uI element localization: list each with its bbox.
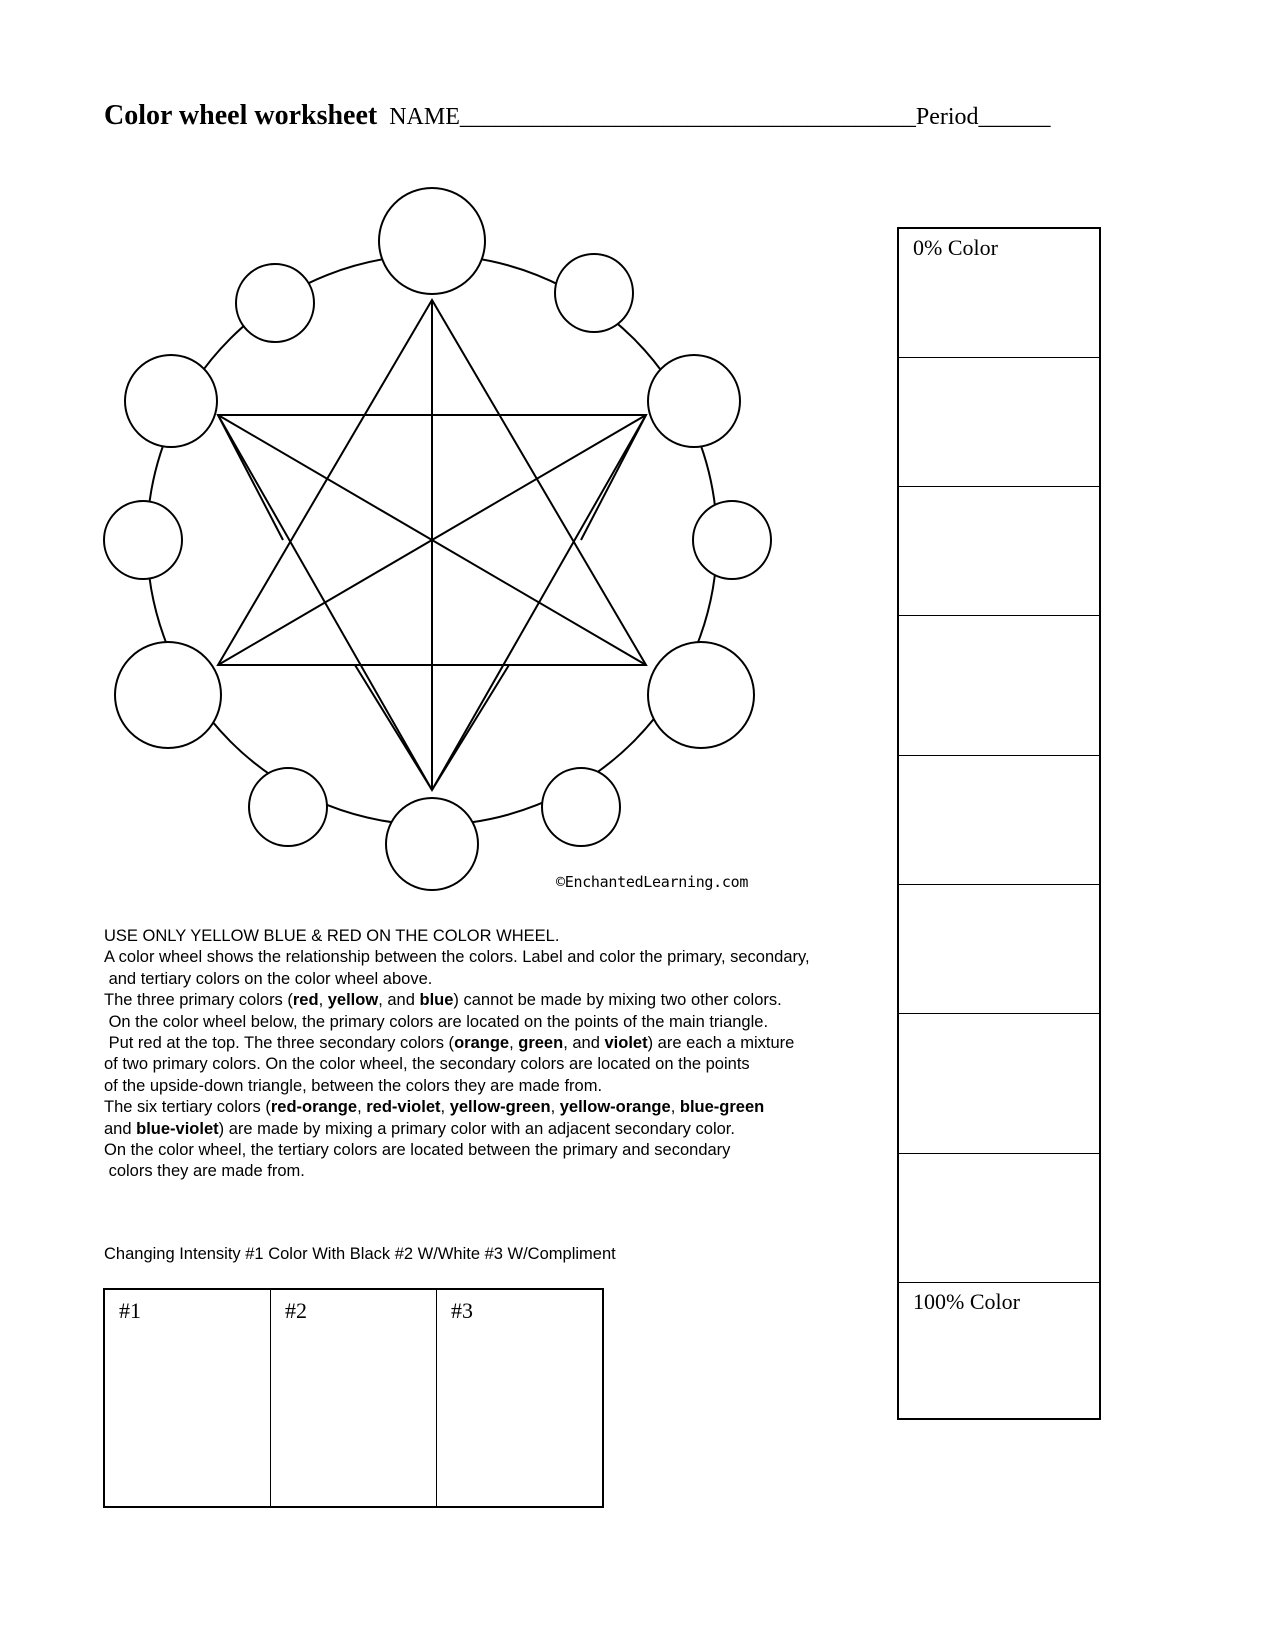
wheel-circle [236,264,314,342]
box-label: #1 [119,1298,141,1323]
wheel-circle [693,501,771,579]
intensity-box-3[interactable] [437,1290,602,1506]
intensity-box-2[interactable] [271,1290,437,1506]
wheel-circle [555,254,633,332]
scale-cell[interactable] [899,1154,1099,1283]
wheel-circle [648,642,754,748]
wheel-circle-top [379,188,485,294]
instruction-line: colors they are made from. [104,1162,305,1181]
wheel-circle [115,642,221,748]
wheel-circle [104,501,182,579]
wheel-circle [648,355,740,447]
scale-cell[interactable] [899,229,1099,358]
wheel-circle-bottom [386,798,478,890]
box-label: #2 [285,1298,307,1323]
instruction-line: and tertiary colors on the color wheel above. [104,969,433,988]
worksheet-title: Color wheel worksheet [104,100,378,131]
scale-cell[interactable] [899,487,1099,616]
worksheet-title-line [104,100,1051,132]
instruction-line: A color wheel shows the relationship between the colors. Label and color the primary, secondary, [104,948,810,967]
scale-top-label: 0% Color [913,235,998,260]
scale-cell[interactable] [899,885,1099,1014]
color-wheel [100,185,780,905]
instruction-line: of two primary colors. On the color wheel, the secondary colors are located on the points [104,1055,750,1074]
wheel-circle [249,768,327,846]
instructions-text [104,926,904,1183]
scale-cell[interactable] [899,1014,1099,1154]
scale-cell[interactable] [899,358,1099,487]
wheel-circle [125,355,217,447]
intensity-label: Changing Intensity #1 Color With Black #2 W/White #3 W/Compliment [104,1245,616,1263]
box-label: #3 [451,1298,473,1323]
instruction-line: and blue-violet) are made by mixing a primary color with an adjacent secondary color. [104,1119,735,1138]
wheel-credit: ©EnchantedLearning.com [556,873,749,891]
instruction-line: of the upside-down triangle, between the colors they are made from. [104,1076,603,1095]
instruction-line: USE ONLY YELLOW BLUE & RED ON THE COLOR WHEEL. [104,927,560,945]
intensity-boxes [103,1288,604,1508]
scale-bottom-label: 100% Color [913,1289,1020,1314]
instruction-line: The three primary colors (red, yellow, and blue) cannot be made by mixing two other colors. [104,991,782,1010]
instruction-line: The six tertiary colors (red-orange, red-violet, yellow-green, yellow-orange, blue-green [104,1098,765,1117]
scale-cell[interactable] [899,616,1099,756]
tertiary-line [355,665,432,790]
value-scale [897,227,1101,1420]
instruction-line: Put red at the top. The three secondary colors (orange, green, and violet) are each a mixture [104,1034,795,1053]
scale-cell[interactable] [899,1283,1099,1418]
name-period-field[interactable]: NAME______________________________________Period______ [389,104,1051,130]
instruction-line: On the color wheel below, the primary colors are located on the points of the main triangle. [104,1012,769,1031]
tertiary-line [432,665,509,790]
wheel-circle [542,768,620,846]
intensity-box-1[interactable] [105,1290,271,1506]
instruction-line: On the color wheel, the tertiary colors are located between the primary and secondary [104,1141,731,1160]
scale-cell[interactable] [899,756,1099,885]
